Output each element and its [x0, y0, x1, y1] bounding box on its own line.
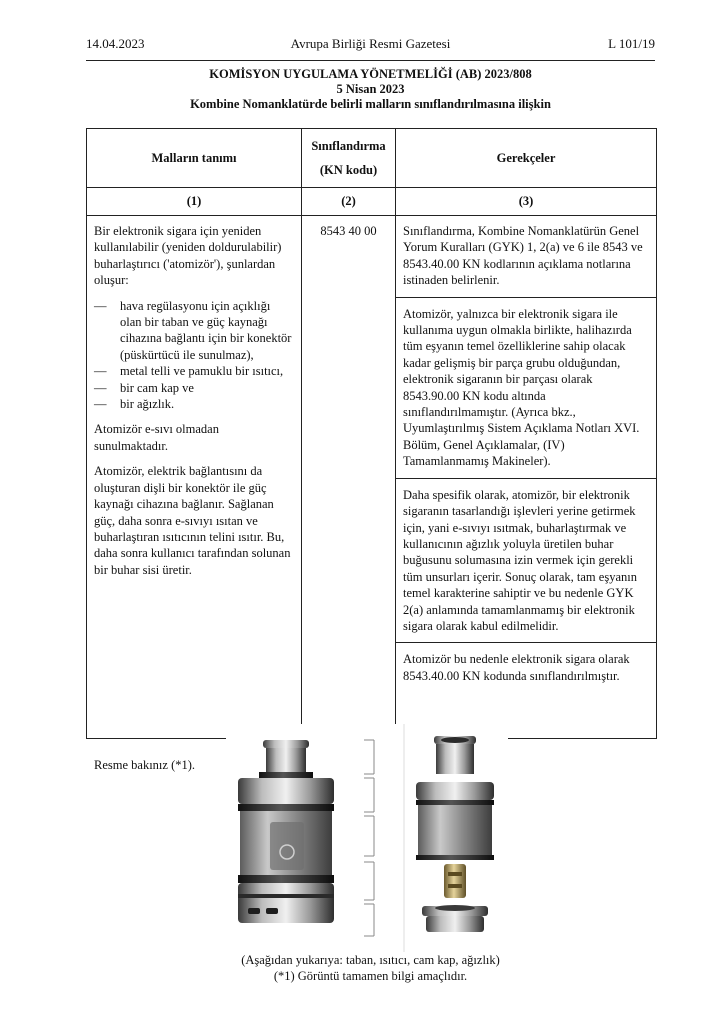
header-page-number: L 101/19 [608, 36, 655, 51]
list-item [94, 380, 294, 396]
regulation-number: KOMİSYON UYGULAMA YÖNETMELİĞİ (AB) 2023/808 [209, 67, 532, 81]
list-dash: — [94, 380, 107, 395]
list-item-text: hava regülasyonu için açıklığı olan bir taban ve güç kaynağı cihazına bağlantı için bir konektör (püskürtücü ile sunulmaz), [120, 298, 292, 362]
list-item [94, 298, 294, 364]
column-number-3: (3) [396, 188, 657, 216]
figure-footnote: (*1) Görüntü tamamen bilgi amaçlıdır. [273, 969, 468, 983]
cn-code-cell: 8543 40 00 [302, 216, 396, 739]
figure-caption: (Aşağıdan yukarıya: taban, ısıtıcı, cam kap, ağızlık) [241, 953, 500, 967]
list-item [94, 396, 294, 412]
reasons-cell [396, 216, 657, 739]
reason-paragraph-2: Atomizör, yalnızca bir elektronik sigara ile kullanıma uygun olmakla birlikte, halihazırda tüm eşyanın temel özelliklerine sahip olacak kadar gelişmiş bir parça grubu olduğundan, elektronik sigaranın bir parçası olarak 8543.90.00 KN kodu altında sınıflandırılmamıştır. (Ayrıca bkz., Uyumlaştırılmış Sistem Açıklama Notları XVI. Bölüm, Genel Açıklamalar, (IV) Tamamlanmamış Makineler). [403, 306, 640, 469]
table-header-row [87, 129, 657, 188]
regulation-date: 5 Nisan 2023 [336, 82, 405, 96]
header-reasons: Gerekçeler [396, 129, 657, 188]
description-paragraph-3: Atomizör, elektrik bağlantısını da oluşturan dişli bir konektör ile güç kaynağı cihazına bağlanır. Sağlanan güç, daha sonra e-sıvıyı ısıtan ve buharlaştıran ısıtıcının telini ısıtır. Bu, daha sonra kullanıcı tarafından solunan bir buhar sisi üretir. [94, 464, 291, 577]
table-body-row [87, 216, 657, 739]
page-header [86, 36, 655, 52]
document-title [86, 67, 655, 112]
reason-divider [396, 642, 656, 643]
goods-description-cell [87, 216, 302, 772]
classification-table [86, 128, 657, 772]
reason-paragraph-4: Atomizör bu nedenle elektronik sigara olarak 8543.40.00 KN kodunda sınıflandırılmıştır. [403, 652, 630, 683]
header-goods-description: Malların tanımı [87, 129, 302, 188]
header-rule [86, 60, 655, 61]
column-number-2: (2) [302, 188, 396, 216]
atomizer-photo [226, 724, 508, 952]
column-number-1: (1) [87, 188, 302, 216]
regulation-subject: Kombine Nomanklatürde belirli malların sınıflandırılmasına ilişkin [190, 97, 551, 111]
list-item-text: bir ağızlık. [120, 397, 175, 412]
see-image-note: Resme bakınız (*1). [94, 758, 196, 772]
header-classification [302, 129, 396, 188]
description-intro: Bir elektronik sigara için yeniden kullanılabilir (yeniden doldurulabilir) buharlaştırıcı ('atomizör'), şunlardan oluşur: [94, 224, 282, 288]
list-dash: — [94, 397, 107, 412]
list-dash: — [94, 364, 107, 379]
description-paragraph-2: Atomizör e-sıvı olmadan sunulmaktadır. [94, 422, 219, 453]
reason-divider [396, 297, 656, 298]
list-dash: — [94, 298, 107, 313]
reason-paragraph-1: Sınıflandırma, Kombine Nomanklatürün Genel Yorum Kuralları (GYK) 1, 2(a) ve 6 ile 8543 ve 8543.40.00 KN kodlarının açıklama notlarına istinaden belirlenir. [403, 224, 643, 288]
list-item-text: metal telli ve pamuklu bir ısıtıcı, [120, 364, 284, 379]
list-item-text: bir cam kap ve [120, 380, 194, 395]
column-number-row [87, 188, 657, 216]
reason-paragraph-3: Daha spesifik olarak, atomizör, bir elektronik sigaranın tasarlandığı işlevleri yerine getirmek için, yani e-sıvıyı ısıtmak, buharlaştırmak ve kullanıcının ağızlık yoluyla üretilen buhar buğusunu solumasına izin vermek için gerekli tüm unsurları içerir. Sonuç olarak, tam eşyanın temel karakterine sahiptir ve bu nedenle GYK 2(a) anlamında tamamlanmamış bir elektronik sigara olarak kabul edilmelidir. [403, 487, 637, 633]
header-journal-name: Avrupa Birliği Resmi Gazetesi [290, 36, 451, 51]
reason-divider [396, 478, 656, 479]
list-item [94, 363, 294, 379]
header-date: 14.04.2023 [86, 36, 145, 51]
header-classification-line2: (KN kodu) [319, 163, 378, 177]
header-classification-line1: Sınıflandırma [311, 139, 386, 153]
component-list [94, 298, 294, 413]
